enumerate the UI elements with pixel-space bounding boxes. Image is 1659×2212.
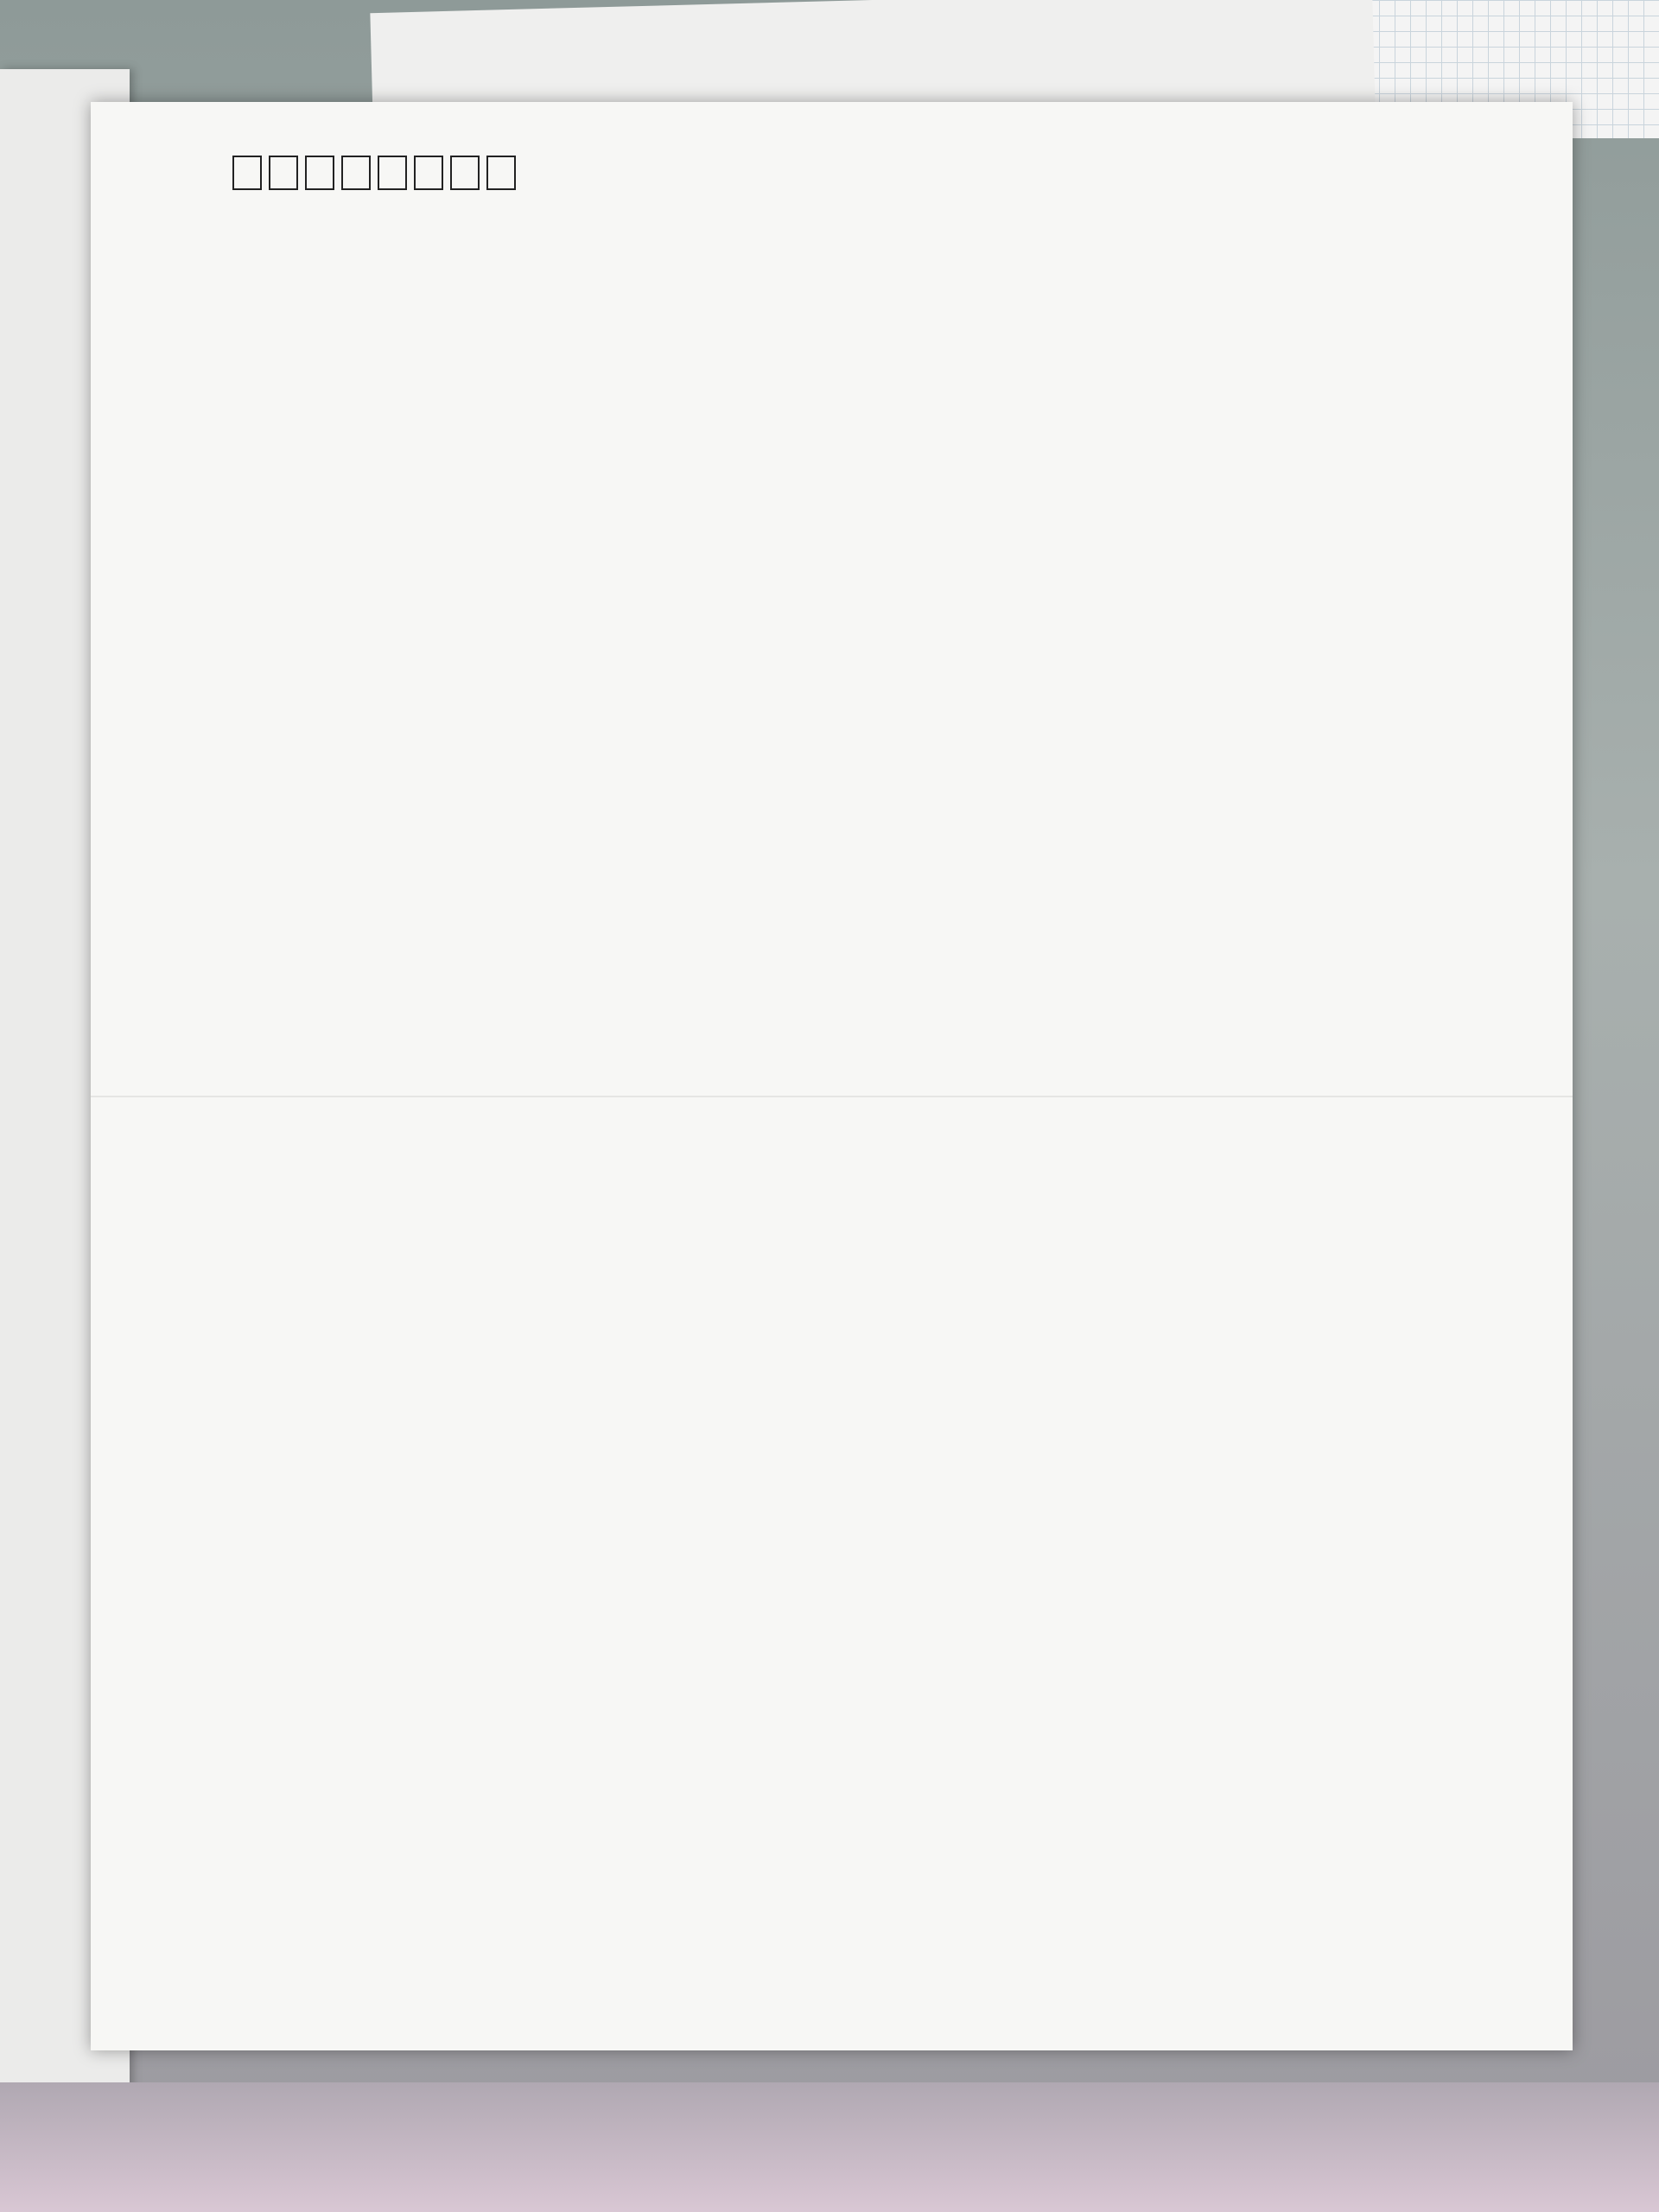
- paper-fold: [91, 1096, 1573, 1097]
- answer-box-g[interactable]: [450, 156, 480, 190]
- exam-page: [91, 102, 1573, 2050]
- answer-box-d[interactable]: [341, 156, 371, 190]
- answer-box-h[interactable]: [486, 156, 516, 190]
- answer-box-c[interactable]: [305, 156, 334, 190]
- exam-content: [177, 130, 1447, 207]
- answer-box-e[interactable]: [378, 156, 407, 190]
- answer-box-f[interactable]: [414, 156, 443, 190]
- pink-cloth: [0, 2082, 1659, 2212]
- question-10-sentence: [177, 156, 1447, 204]
- answer-box-b[interactable]: [269, 156, 298, 190]
- answer-box-a[interactable]: [232, 156, 262, 190]
